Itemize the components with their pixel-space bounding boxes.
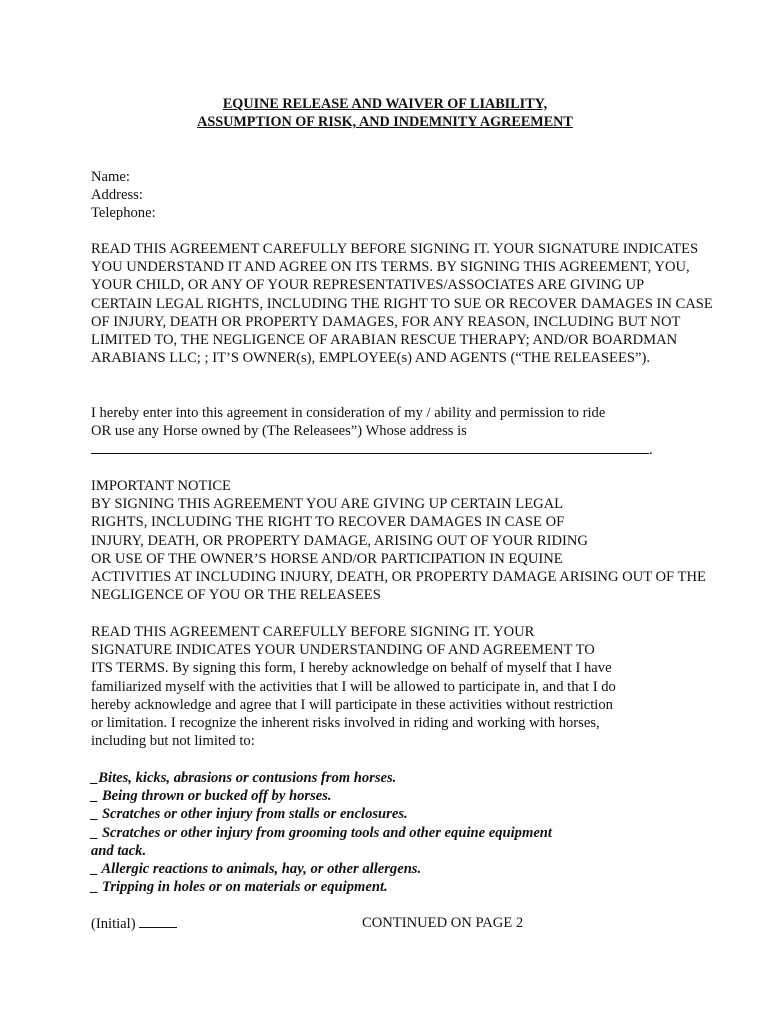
notice-line: ACTIVITIES AT INCLUDING INJURY, DEATH, OR PROPERTY DAMAGE ARISING OUT OF THE [91, 568, 706, 585]
warning-line: CERTAIN LEGAL RIGHTS, INCLUDING THE RIGHT TO SUE OR RECOVER DAMAGES IN CASE [91, 295, 713, 312]
acknowledgement-line: READ THIS AGREEMENT CAREFULLY BEFORE SIGNING IT. YOUR [91, 624, 535, 640]
risk-item: _Bites, kicks, abrasions or contusions from horses. [91, 770, 397, 786]
warning-paragraph [91, 240, 713, 367]
address-blank-line [91, 440, 691, 458]
document-title-line-2: ASSUMPTION OF RISK, AND INDEMNITY AGREEMENT [197, 114, 573, 130]
risk-item: _ Scratches or other injury from stalls or enclosures. [91, 806, 408, 823]
risk-list [91, 769, 691, 896]
acknowledgement-line: ITS TERMS. By signing this form, I hereby acknowledge on behalf of myself that I have [91, 660, 612, 677]
warning-line: LIMITED TO, THE NEGLIGENCE OF ARABIAN RESCUE THERAPY; AND/OR BOARDMAN [91, 331, 678, 348]
warning-line: YOU UNDERSTAND IT AND AGREE ON ITS TERMS. BY SIGNING THIS AGREEMENT, YOU, [91, 259, 690, 276]
address-underline [91, 440, 649, 454]
notice-line: RIGHTS, INCLUDING THE RIGHT TO RECOVER DAMAGES IN CASE OF [91, 514, 565, 531]
risk-item-continuation: and tack. [91, 842, 147, 859]
acknowledgement-line: SIGNATURE INDICATES YOUR UNDERSTANDING OF AND AGREEMENT TO [91, 642, 595, 659]
risk-item: _ Allergic reactions to animals, hay, or other allergens. [91, 860, 422, 877]
warning-line: OF INJURY, DEATH OR PROPERTY DAMAGES, FOR ANY REASON, INCLUDING BUT NOT [91, 313, 681, 330]
document-title-line-1: EQUINE RELEASE AND WAIVER OF LIABILITY, [222, 96, 548, 112]
acknowledgement-paragraph [91, 623, 691, 750]
acknowledgement-line: including but not limited to: [91, 733, 255, 750]
telephone-label: Telephone: [91, 205, 156, 222]
important-notice [91, 477, 706, 604]
risk-item: _ Tripping in holes or on materials or equipment. [91, 879, 388, 896]
notice-line: INJURY, DEATH, OR PROPERTY DAMAGE, ARISING OUT OF YOUR RIDING [91, 532, 588, 549]
warning-line: YOUR CHILD, OR ANY OF YOUR REPRESENTATIVES/ASSOCIATES ARE GIVING UP [91, 277, 645, 294]
warning-line: READ THIS AGREEMENT CAREFULLY BEFORE SIGNING IT. YOUR SIGNATURE INDICATES [91, 241, 699, 257]
initial-underline [139, 914, 177, 928]
agreement-paragraph [91, 404, 691, 459]
continued-note: CONTINUED ON PAGE 2 [362, 915, 524, 931]
initial-field [91, 914, 211, 933]
notice-heading: IMPORTANT NOTICE [91, 478, 231, 494]
notice-line: NEGLIGENCE OF YOU OR THE RELEASEES [91, 587, 381, 604]
risk-item: _ Scratches or other injury from grooming tools and other equine equipment [91, 824, 552, 841]
initial-label: (Initial) [91, 916, 136, 932]
acknowledgement-line: hereby acknowledge and agree that I will participate in these activities without restriction [91, 696, 613, 713]
address-line-period: . [649, 442, 653, 459]
agreement-line-2: OR use any Horse owned by (The Releasees”) Whose address is [91, 423, 467, 440]
risk-item: _ Being thrown or bucked off by horses. [91, 788, 332, 805]
name-label: Name: [91, 169, 130, 185]
contact-fields [91, 168, 691, 223]
agreement-line-1: I hereby enter into this agreement in consideration of my / ability and permission to ride [91, 405, 606, 421]
acknowledgement-line: or limitation. I recognize the inherent risks involved in riding and working with horses, [91, 714, 600, 731]
notice-line: OR USE OF THE OWNER’S HORSE AND/OR PARTICIPATION IN EQUINE [91, 550, 563, 567]
warning-line: ARABIANS LLC; ; IT’S OWNER(s), EMPLOYEE(s) AND AGENTS (“THE RELEASEES”). [91, 350, 650, 367]
acknowledgement-line: familiarized myself with the activities that I will be allowed to participate in, and that I do [91, 678, 616, 695]
notice-line: BY SIGNING THIS AGREEMENT YOU ARE GIVING UP CERTAIN LEGAL [91, 496, 564, 513]
address-label: Address: [91, 187, 143, 204]
